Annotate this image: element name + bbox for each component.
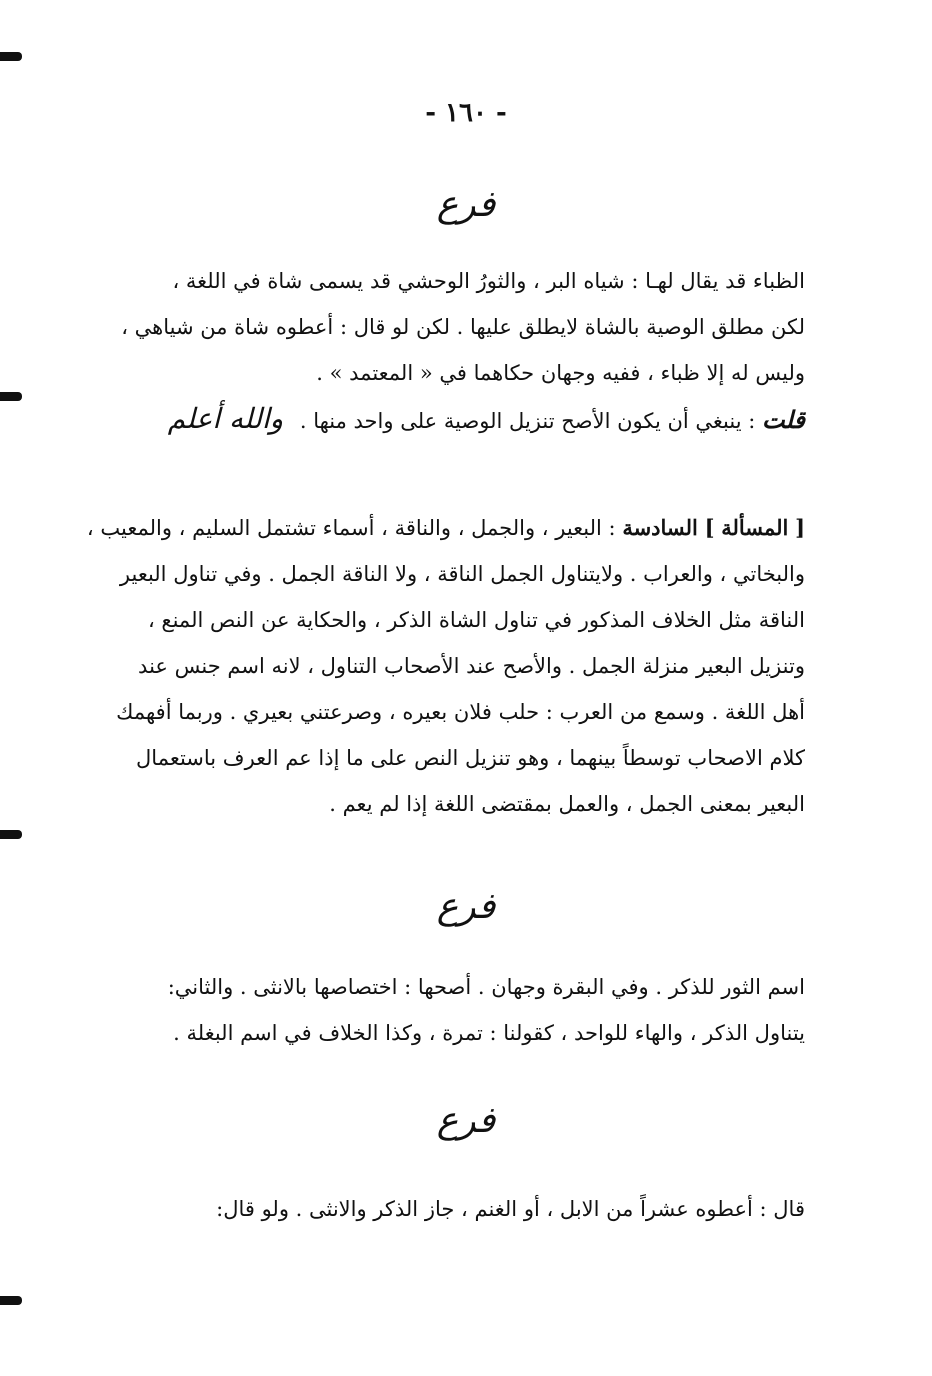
text-line: كلام الاصحاب توسطاً بينهما ، وهو تنزيل النص على ما إذا عم العرف باستعمال [136, 746, 805, 770]
bracket-close: ] [704, 515, 715, 540]
page-number: - ١٦٠ - [425, 98, 507, 128]
text-line: اسم الثور للذكر . وفي البقرة وجهان . أصحها : اختصاصها بالانثى . والثاني: [167, 975, 805, 999]
section-heading: فرع [436, 1100, 496, 1141]
issue-text: : البعير ، والجمل ، والناقة ، أسماء تشتمل السليم ، والمعيب ، [86, 516, 616, 540]
note-line [70, 396, 805, 444]
text-line: وتنزيل البعير منزلة الجمل . والأصح عند الأصحاب التناول ، لانه اسم جنس عند [138, 654, 805, 678]
text-line: أهل اللغة . وسمع من العرب : حلب فلان بعيره ، وصرعتني بعيري . وربما أفهمك [116, 700, 805, 724]
margin-mark [0, 52, 22, 61]
paragraph-ten-camels [70, 1186, 805, 1232]
issue-label: المسألة [721, 515, 789, 540]
paragraph-gazelles [70, 258, 805, 444]
text-line: الناقة مثل الخلاف المذكور في تناول الشاة الذكر ، والحكاية عن النص المنع ، [147, 608, 805, 632]
paragraph-bull [70, 964, 805, 1056]
text-line: يتناول الذكر ، والهاء للواحد ، كقولنا : تمرة ، وكذا الخلاف في اسم البغلة . [173, 1021, 805, 1045]
text-line: لكن مطلق الوصية بالشاة لايطلق عليها . لكن لو قال : أعطوه شاة من شياهي ، [121, 315, 805, 339]
text-line: قال : أعطوه عشراً من الابل ، أو الغنم ، جاز الذكر والانثى . ولو قال: [216, 1197, 805, 1221]
text-line [70, 505, 805, 551]
section-heading: فرع [436, 886, 496, 927]
margin-mark [0, 830, 22, 839]
margin-mark [0, 1296, 22, 1305]
margin-mark [0, 392, 22, 401]
paragraph-issue-six [70, 505, 805, 827]
bracket-open: [ [795, 515, 805, 540]
issue-ordinal: السادسة [622, 515, 698, 540]
section-heading: فرع [436, 184, 496, 225]
text-line: وليس له إلا ظباء ، ففيه وجهان حكاهما في « المعتمد » . [316, 361, 805, 385]
note-text: : ينبغي أن يكون الأصح تنزيل الوصية على واحد منها . [299, 409, 756, 433]
text-line: البعير بمعنى الجمل ، والعمل بمقتضى اللغة إذا لم يعم . [329, 792, 805, 816]
note-keyword: قلت [762, 405, 805, 434]
text-line: والبخاتي ، والعراب . ولايتناول الجمل الناقة ، ولا الناقة الجمل . وفي تناول البعير [119, 562, 805, 586]
closing-phrase: والله أعلم [167, 402, 284, 435]
text-line: الظباء قد يقال لهـا : شياه البر ، والثورُ الوحشي قد يسمى شاة في اللغة ، [172, 269, 805, 293]
